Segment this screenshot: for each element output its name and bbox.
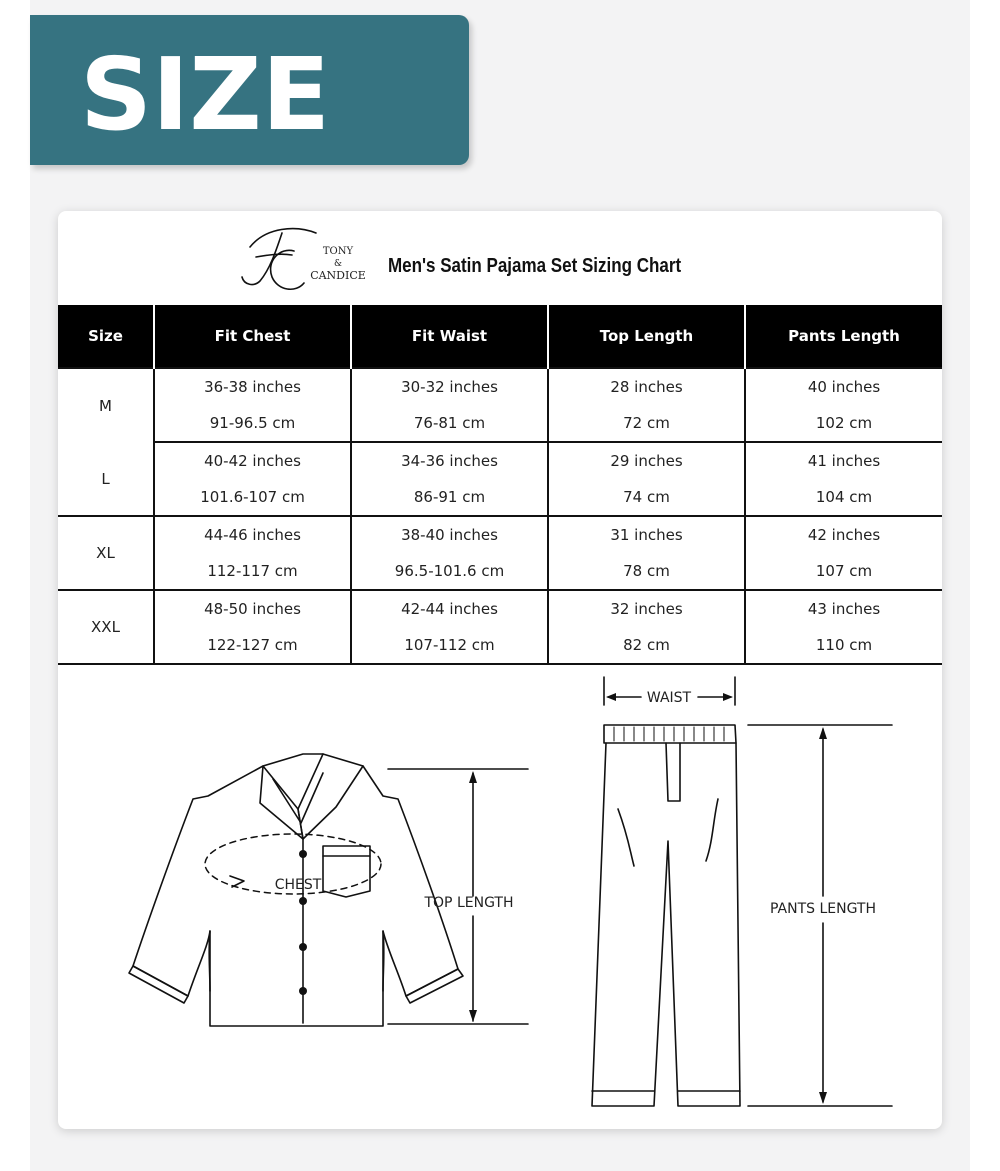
pants-length-inches: 42 inches <box>745 516 942 553</box>
shirt-left-collar <box>260 766 303 839</box>
top-length-cm: 78 cm <box>548 553 745 590</box>
top-length-arrowhead-down <box>469 1010 477 1022</box>
brand-name-line3: CANDICE <box>310 269 366 282</box>
waist-inches: 38-40 inches <box>351 516 548 553</box>
pants-legs <box>592 743 740 1106</box>
waist-cm: 107-112 cm <box>351 627 548 664</box>
pants-length-inches: 43 inches <box>745 590 942 627</box>
pants-length-inches: 41 inches <box>745 442 942 479</box>
pants-length-cm: 110 cm <box>745 627 942 664</box>
table-row-xl-inches <box>58 516 942 553</box>
pants-right-crease <box>706 799 718 861</box>
shirt-right-sleeve-seam <box>383 931 384 991</box>
header-top-length: Top Length <box>548 305 745 368</box>
waist-arrowhead-right <box>723 693 733 701</box>
header-pants-length: Pants Length <box>745 305 942 368</box>
top-length-inches: 29 inches <box>548 442 745 479</box>
waist-cm: 96.5-101.6 cm <box>351 553 548 590</box>
sizing-chart-card <box>58 211 942 1129</box>
chest-cm: 101.6-107 cm <box>154 479 351 516</box>
table-row-m-cm <box>58 405 942 442</box>
top-length-cm: 74 cm <box>548 479 745 516</box>
waist-cm: 76-81 cm <box>351 405 548 442</box>
table-row-l-inches <box>58 442 942 479</box>
table-row-m-inches <box>58 368 942 405</box>
top-length-inches: 28 inches <box>548 368 745 405</box>
table-row-xxl-inches <box>58 590 942 627</box>
header-size: Size <box>58 305 154 368</box>
logo-letter-t <box>242 233 282 284</box>
pants-length-label: PANTS LENGTH <box>769 901 877 917</box>
chest-cm: 122-127 cm <box>154 627 351 664</box>
pants-length-inches: 40 inches <box>745 368 942 405</box>
brand-name-line2: & <box>333 259 343 269</box>
shirt-pocket <box>323 846 370 897</box>
size-banner-title: SIZE <box>80 36 331 153</box>
top-length-cm: 72 cm <box>548 405 745 442</box>
table-row-xxl-cm <box>58 627 942 664</box>
shirt-button <box>299 943 307 951</box>
pants-length-cm: 102 cm <box>745 405 942 442</box>
logo-flourish-top <box>250 229 316 247</box>
pants-length-cm: 107 cm <box>745 553 942 590</box>
header-fit-waist: Fit Waist <box>351 305 548 368</box>
top-length-cm: 82 cm <box>548 627 745 664</box>
brand-name-line1: TONY <box>322 246 354 257</box>
header-fit-chest: Fit Chest <box>154 305 351 368</box>
chest-inches: 44-46 inches <box>154 516 351 553</box>
size-cell: L <box>58 442 154 516</box>
size-cell: XL <box>58 516 154 590</box>
size-cell: XXL <box>58 590 154 664</box>
waist-cm: 86-91 cm <box>351 479 548 516</box>
size-cell: M <box>58 368 154 442</box>
shirt-inner-collar <box>273 773 323 823</box>
shirt-right-cuff <box>406 969 463 1003</box>
top-length-inches: 31 inches <box>548 516 745 553</box>
shirt-left-cuff <box>129 966 188 1003</box>
top-length-label: TOP LENGTH <box>424 895 514 911</box>
chest-cm: 112-117 cm <box>154 553 351 590</box>
pants-illustration <box>592 725 740 1106</box>
table-row-l-cm <box>58 479 942 516</box>
pants-length-arrowhead-down <box>819 1092 827 1104</box>
pants-left-crease <box>618 809 634 866</box>
shirt-button <box>299 897 307 905</box>
brand-logo <box>236 217 376 301</box>
waist-inches: 30-32 inches <box>351 368 548 405</box>
waist-inches: 34-36 inches <box>351 442 548 479</box>
logo-letter-c <box>271 250 304 289</box>
top-length-inches: 32 inches <box>548 590 745 627</box>
chest-label: CHEST <box>274 877 322 893</box>
pants-fly <box>666 743 680 801</box>
chest-inches: 48-50 inches <box>154 590 351 627</box>
shirt-button <box>299 987 307 995</box>
measurement-diagram <box>58 661 942 1129</box>
waist-arrowhead-left <box>606 693 616 701</box>
top-length-arrowhead-up <box>469 771 477 783</box>
waist-inches: 42-44 inches <box>351 590 548 627</box>
shirt-right-collar <box>298 754 363 839</box>
chest-inches: 40-42 inches <box>154 442 351 479</box>
shirt-button <box>299 850 307 858</box>
size-table <box>58 305 942 665</box>
waistband-stripes <box>614 727 724 741</box>
table-row-xl-cm <box>58 553 942 590</box>
shirt-left-sleeve-seam <box>209 931 210 991</box>
size-banner <box>30 15 469 165</box>
pants-length-cm: 104 cm <box>745 479 942 516</box>
pants-length-arrowhead-up <box>819 727 827 739</box>
chart-title: Men's Satin Pajama Set Sizing Chart <box>388 255 682 277</box>
chest-inches: 36-38 inches <box>154 368 351 405</box>
chest-cm: 91-96.5 cm <box>154 405 351 442</box>
waist-label: WAIST <box>646 690 692 706</box>
table-header-row <box>58 305 942 368</box>
